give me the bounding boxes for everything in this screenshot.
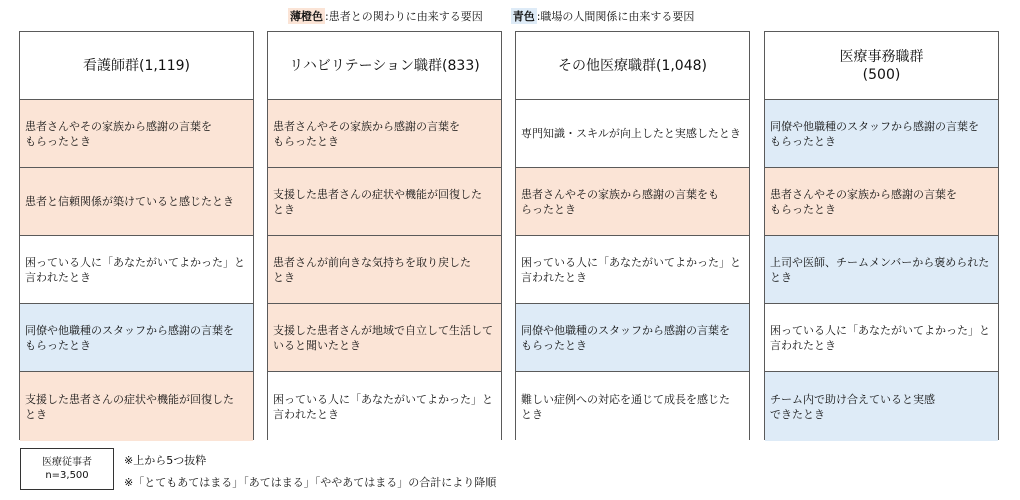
column-header: 医療事務職群 (500)	[765, 32, 998, 100]
factor-cell: 困っている人に「あなたがいてよかった」と 言われたとき	[268, 372, 501, 441]
factor-cell: 患者さんが前向きな気持ちを取り戻した とき	[268, 236, 501, 304]
footnote: ※上から5つ抜粋	[124, 454, 207, 467]
color-legend	[288, 8, 694, 24]
sample-size-box	[20, 448, 114, 490]
legend-blue-label: 青色	[512, 10, 535, 23]
factor-cell: 支援した患者さんが地域で自立して生活して いると聞いたとき	[268, 304, 501, 372]
legend-orange-label: 薄橙色	[290, 10, 323, 23]
legend-item-blue	[511, 8, 695, 24]
factor-cell: 支援した患者さんの症状や機能が回復した とき	[20, 372, 253, 441]
column-nurses	[19, 31, 254, 440]
factor-cell: 患者と信頼関係が築けていると感じたとき	[20, 168, 253, 236]
factor-cell: 支援した患者さんの症状や機能が回復した とき	[268, 168, 501, 236]
footnotes	[124, 450, 496, 494]
column-header: その他医療職群(1,048)	[516, 32, 749, 100]
factor-cell: 専門知識・スキルが向上したと実感したとき	[516, 100, 749, 168]
sample-count: n=3,500	[45, 470, 89, 481]
factor-cell: 患者さんやその家族から感謝の言葉を もらったとき	[268, 100, 501, 168]
factor-cell: 患者さんやその家族から感謝の言葉を もらったとき	[20, 100, 253, 168]
factor-cell: 困っている人に「あなたがいてよかった」と 言われたとき	[516, 236, 749, 304]
factor-cell: 難しい症例への対応を通じて成長を感じた とき	[516, 372, 749, 441]
factor-cell: 同僚や他職種のスタッフから感謝の言葉を もらったとき	[516, 304, 749, 372]
factor-cell: チーム内で助け合えていると実感 できたとき	[765, 372, 998, 441]
column-header: 看護師群(1,119)	[20, 32, 253, 100]
column-medical-office	[764, 31, 999, 440]
legend-item-orange	[288, 8, 483, 24]
column-rehabilitation	[267, 31, 502, 440]
legend-blue-desc: :職場の人間関係に由来する要因	[536, 10, 695, 23]
factor-cell: 同僚や他職種のスタッフから感謝の言葉を もらったとき	[765, 100, 998, 168]
factor-cell: 患者さんやその家族から感謝の言葉をも らったとき	[516, 168, 749, 236]
column-other-medical	[515, 31, 750, 440]
sample-label: 医療従事者	[42, 457, 92, 468]
column-header: リハビリテーション職群(833)	[268, 32, 501, 100]
legend-orange-desc: :患者との関わりに由来する要因	[325, 10, 483, 23]
footnote: ※「とてもあてはまる」「あてはまる」「ややあてはまる」の合計により降順	[124, 476, 497, 489]
factor-cell: 困っている人に「あなたがいてよかった」と 言われたとき	[20, 236, 253, 304]
factor-cell: 困っている人に「あなたがいてよかった」と 言われたとき	[765, 304, 998, 372]
factor-cell: 上司や医師、チームメンバーから褒められた とき	[765, 236, 998, 304]
factor-cell: 同僚や他職種のスタッフから感謝の言葉を もらったとき	[20, 304, 253, 372]
factor-cell: 患者さんやその家族から感謝の言葉を もらったとき	[765, 168, 998, 236]
